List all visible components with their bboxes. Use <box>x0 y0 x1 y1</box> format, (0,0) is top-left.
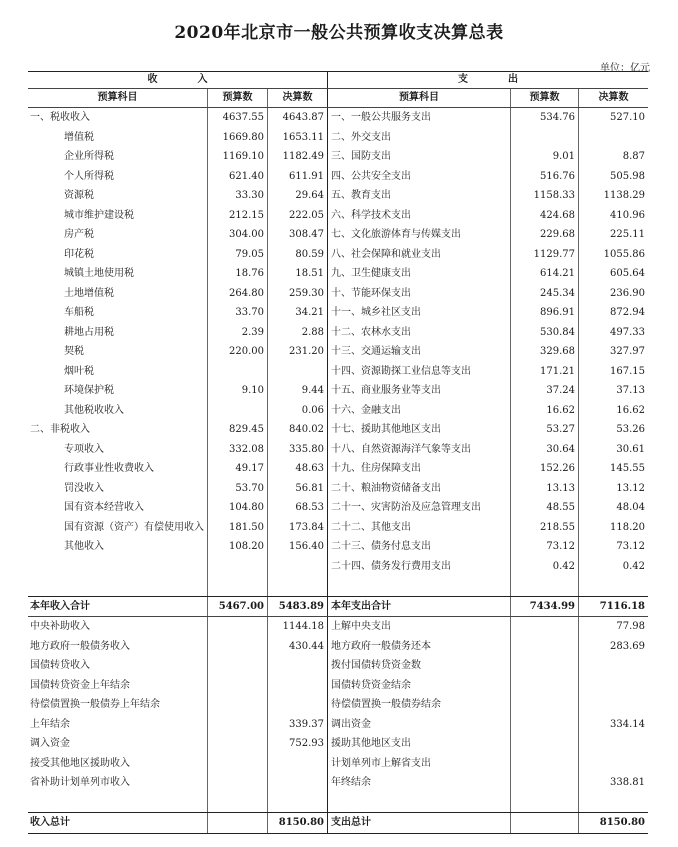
expense-item-final: 225.11 <box>610 229 645 240</box>
expense-item-final: 118.20 <box>610 521 645 533</box>
expense-item-budget: 229.68 <box>511 225 579 245</box>
transfer-income-final <box>268 656 328 676</box>
income-item-name: 资源税 <box>28 186 208 206</box>
income-item-name: 车船税 <box>28 303 208 323</box>
income-item-final: 18.51 <box>268 264 328 284</box>
income-item-name: 个人所得税 <box>28 167 208 187</box>
expense-item-budget: 516.76 <box>511 167 579 187</box>
expense-item-budget: 896.91 <box>511 303 579 323</box>
expense-item-final: 505.98 <box>610 170 645 182</box>
income-item-budget: 1169.10 <box>208 147 268 167</box>
expense-item-name: 十一、城乡社区支出 <box>328 303 511 323</box>
transfer-expense-budget <box>511 637 579 657</box>
expense-item-name: 三、国防支出 <box>328 147 511 167</box>
income-item-name: 房产税 <box>28 225 208 245</box>
main-rows <box>28 108 648 596</box>
transfer-expense-budget <box>511 695 579 715</box>
expense-item-col-header: 预算科目 <box>328 89 511 107</box>
transfer-income-budget <box>208 734 268 754</box>
table-section-header <box>28 72 648 89</box>
transfer-expense-final <box>579 656 648 676</box>
transfer-expense-budget <box>511 676 579 696</box>
income-item-final: 34.21 <box>268 303 328 323</box>
expense-item-name: 二十二、其他支出 <box>328 518 511 538</box>
expense-section-header: 支 出 <box>458 74 518 85</box>
income-item-final <box>268 576 328 596</box>
table-row <box>28 108 648 128</box>
income-item-final: 2.88 <box>268 323 328 343</box>
expense-item-budget: 1158.33 <box>511 186 579 206</box>
unit-label: 单位：亿元 <box>600 63 650 74</box>
income-item-final: 840.02 <box>268 420 328 440</box>
transfer-expense-final: 283.69 <box>610 640 645 652</box>
table-row <box>28 518 648 538</box>
transfer-income-final <box>268 773 328 793</box>
income-item-name: 其他收入 <box>28 537 208 557</box>
income-item-name: 城镇土地使用税 <box>28 264 208 284</box>
table-row <box>28 147 648 167</box>
transfer-expense-final <box>579 793 648 813</box>
income-item-name: 罚没收入 <box>28 479 208 499</box>
transfer-expense-name: 待偿债置换一般债券结余 <box>328 695 511 715</box>
income-item-budget: 181.50 <box>208 518 268 538</box>
transfer-expense-name: 年终结余 <box>328 773 511 793</box>
transfer-income-final: 339.37 <box>268 715 328 735</box>
table-row <box>28 440 648 460</box>
transfer-expense-final <box>579 676 648 696</box>
transfer-row <box>28 695 648 715</box>
transfer-income-name: 省补助计划单列市收入 <box>28 773 208 793</box>
expense-item-final: 410.96 <box>610 209 645 221</box>
expense-item-final <box>579 576 648 596</box>
income-item-final: 48.63 <box>268 459 328 479</box>
transfer-expense-name: 地方政府一般债务还本 <box>328 637 511 657</box>
table-row <box>28 284 648 304</box>
expense-item-name: 十六、金融支出 <box>328 401 511 421</box>
expense-final-col-header: 决算数 <box>598 92 629 103</box>
transfer-income-budget <box>208 617 268 637</box>
table-row <box>28 186 648 206</box>
year-total-row <box>28 596 648 618</box>
expense-item-name: 四、公共安全支出 <box>328 167 511 187</box>
income-year-total-label: 本年收入合计 <box>28 597 208 617</box>
income-item-name: 行政事业性收费收入 <box>28 459 208 479</box>
transfer-expense-budget <box>511 754 579 774</box>
income-item-budget <box>208 557 268 577</box>
table-row <box>28 420 648 440</box>
table-row <box>28 362 648 382</box>
transfer-expense-name: 计划单列市上解省支出 <box>328 754 511 774</box>
income-item-final: 156.40 <box>268 537 328 557</box>
income-item-budget: 4637.55 <box>208 108 268 128</box>
income-item-budget: 829.45 <box>208 420 268 440</box>
transfer-income-final <box>268 695 328 715</box>
transfer-income-budget <box>208 656 268 676</box>
expense-item-budget <box>511 576 579 596</box>
transfer-income-budget <box>208 793 268 813</box>
transfer-row <box>28 617 648 637</box>
table-row <box>28 576 648 596</box>
expense-item-final: 16.62 <box>616 404 645 416</box>
expense-item-final: 30.61 <box>616 443 645 455</box>
transfer-expense-name <box>328 793 511 813</box>
table-row <box>28 303 648 323</box>
income-final-col-header: 决算数 <box>268 89 328 107</box>
transfer-income-name: 待偿债置换一般债券上年结余 <box>28 695 208 715</box>
expense-item-budget: 171.21 <box>511 362 579 382</box>
income-item-name: 城市维护建设税 <box>28 206 208 226</box>
transfer-expense-final <box>579 695 648 715</box>
table-row <box>28 459 648 479</box>
expense-item-name: 一、一般公共服务支出 <box>328 108 511 128</box>
table-row <box>28 401 648 421</box>
income-item-name: 其他税收收入 <box>28 401 208 421</box>
expense-item-final: 37.13 <box>616 385 645 396</box>
expense-grand-total-final: 8150.80 <box>599 817 645 828</box>
transfer-income-final <box>268 676 328 696</box>
transfer-income-budget <box>208 695 268 715</box>
transfer-row <box>28 734 648 754</box>
table-row <box>28 206 648 226</box>
expense-item-budget: 530.84 <box>511 323 579 343</box>
transfer-row <box>28 793 648 813</box>
expense-item-name: 五、教育支出 <box>328 186 511 206</box>
transfer-income-name: 地方政府一般债务收入 <box>28 637 208 657</box>
expense-grand-total-budget <box>511 813 579 833</box>
income-item-col-header: 预算科目 <box>28 89 208 107</box>
expense-budget-col-header: 预算数 <box>511 89 579 107</box>
income-item-name: 耕地占用税 <box>28 323 208 343</box>
expense-item-name: 十八、自然资源海洋气象等支出 <box>328 440 511 460</box>
income-item-final: 4643.87 <box>268 108 328 128</box>
income-grand-total-label: 收入总计 <box>28 813 208 833</box>
income-item-name <box>28 576 208 596</box>
expense-year-total-budget: 7434.99 <box>511 597 579 617</box>
income-item-name: 国有资本经营收入 <box>28 498 208 518</box>
expense-item-budget: 534.76 <box>511 108 579 128</box>
transfer-income-budget <box>208 676 268 696</box>
table-row <box>28 323 648 343</box>
expense-item-name <box>328 576 511 596</box>
income-item-final: 80.59 <box>268 245 328 265</box>
transfer-expense-final <box>579 754 648 774</box>
expense-item-final: 605.64 <box>610 268 645 279</box>
table-row <box>28 264 648 284</box>
transfer-expense-final <box>579 734 648 754</box>
expense-item-budget: 1129.77 <box>511 245 579 265</box>
table-row <box>28 245 648 265</box>
transfer-income-name <box>28 793 208 813</box>
income-item-final: 56.81 <box>268 479 328 499</box>
income-item-final: 1182.49 <box>268 147 328 167</box>
transfer-expense-name: 上解中央支出 <box>328 617 511 637</box>
table-row <box>28 498 648 518</box>
table-row <box>28 557 648 577</box>
income-item-budget <box>208 576 268 596</box>
income-item-budget: 1669.80 <box>208 128 268 148</box>
income-item-budget: 104.80 <box>208 498 268 518</box>
expense-item-name: 十七、援助其他地区支出 <box>328 420 511 440</box>
income-item-name: 二、非税收入 <box>28 420 208 440</box>
expense-item-final: 13.12 <box>616 482 645 494</box>
page-title: 2020年北京市一般公共预算收支决算总表 <box>174 23 504 43</box>
expense-item-final: 1138.29 <box>603 190 645 201</box>
expense-item-name: 十四、资源勘探工业信息等支出 <box>328 362 511 382</box>
income-item-final <box>268 362 328 382</box>
expense-item-name: 十五、商业服务业等支出 <box>328 381 511 401</box>
table-row <box>28 167 648 187</box>
transfer-expense-budget <box>511 617 579 637</box>
expense-item-name: 十、节能环保支出 <box>328 284 511 304</box>
transfer-income-final: 1144.18 <box>268 617 328 637</box>
income-item-name: 烟叶税 <box>28 362 208 382</box>
income-item-final: 308.47 <box>268 225 328 245</box>
table-row <box>28 537 648 557</box>
income-item-budget <box>208 401 268 421</box>
expense-item-final <box>579 128 648 148</box>
transfer-expense-final: 334.14 <box>610 718 645 730</box>
expense-item-name: 八、社会保障和就业支出 <box>328 245 511 265</box>
income-item-budget: 332.08 <box>208 440 268 460</box>
income-item-budget: 33.30 <box>208 186 268 206</box>
expense-item-budget: 0.42 <box>511 557 579 577</box>
expense-item-final: 0.42 <box>622 560 645 572</box>
transfer-expense-name: 调出资金 <box>328 715 511 735</box>
income-year-total-final: 5483.89 <box>268 597 328 617</box>
income-item-name: 印花税 <box>28 245 208 265</box>
grand-total-row <box>28 812 648 833</box>
expense-item-name: 七、文化旅游体育与传媒支出 <box>328 225 511 245</box>
table-row <box>28 225 648 245</box>
transfer-expense-final: 77.98 <box>616 621 645 632</box>
transfer-expense-budget <box>511 773 579 793</box>
table-row <box>28 128 648 148</box>
expense-item-final: 497.33 <box>610 326 645 338</box>
income-item-budget: 18.76 <box>208 264 268 284</box>
transfer-row <box>28 715 648 735</box>
expense-item-budget: 16.62 <box>511 401 579 421</box>
income-item-name: 契税 <box>28 342 208 362</box>
expense-year-total-final: 7116.18 <box>599 600 645 612</box>
income-section-header: 收 入 <box>28 72 328 88</box>
income-item-budget: 9.10 <box>208 381 268 401</box>
expense-item-name: 二十三、债务付息支出 <box>328 537 511 557</box>
expense-item-final: 145.55 <box>610 463 645 474</box>
transfer-row <box>28 773 648 793</box>
expense-item-budget <box>511 128 579 148</box>
income-item-final: 259.30 <box>268 284 328 304</box>
transfer-expense-name: 援助其他地区支出 <box>328 734 511 754</box>
transfer-income-budget <box>208 637 268 657</box>
income-item-final: 68.53 <box>268 498 328 518</box>
expense-item-name: 十九、住房保障支出 <box>328 459 511 479</box>
transfer-rows <box>28 617 648 812</box>
transfer-income-final: 430.44 <box>268 637 328 657</box>
expense-item-final: 236.90 <box>610 287 645 299</box>
expense-item-final: 327.97 <box>610 346 645 357</box>
expense-item-final: 872.94 <box>610 307 645 318</box>
expense-item-name: 六、科学技术支出 <box>328 206 511 226</box>
transfer-income-budget <box>208 773 268 793</box>
income-item-budget: 304.00 <box>208 225 268 245</box>
expense-item-budget: 30.64 <box>511 440 579 460</box>
transfer-row <box>28 676 648 696</box>
income-item-budget: 79.05 <box>208 245 268 265</box>
income-grand-total-final: 8150.80 <box>268 813 328 833</box>
income-item-final: 0.06 <box>268 401 328 421</box>
transfer-income-name: 国债转贷资金上年结余 <box>28 676 208 696</box>
income-item-final: 9.44 <box>268 381 328 401</box>
expense-item-name: 十三、交通运输支出 <box>328 342 511 362</box>
income-item-budget: 53.70 <box>208 479 268 499</box>
income-item-name <box>28 557 208 577</box>
income-item-budget: 2.39 <box>208 323 268 343</box>
expense-item-budget: 37.24 <box>511 381 579 401</box>
expense-item-final: 53.26 <box>616 424 645 435</box>
income-item-budget: 621.40 <box>208 167 268 187</box>
income-item-final: 222.05 <box>268 206 328 226</box>
transfer-expense-name: 拨付国债转贷资金数 <box>328 656 511 676</box>
transfer-income-name: 调入资金 <box>28 734 208 754</box>
transfer-expense-budget <box>511 656 579 676</box>
expense-grand-total-label: 支出总计 <box>328 813 511 833</box>
income-item-budget: 33.70 <box>208 303 268 323</box>
expense-year-total-label: 本年支出合计 <box>328 597 511 617</box>
expense-item-final: 48.04 <box>616 502 645 513</box>
income-item-budget: 264.80 <box>208 284 268 304</box>
income-item-name: 专项收入 <box>28 440 208 460</box>
expense-item-name: 九、卫生健康支出 <box>328 264 511 284</box>
transfer-income-budget <box>208 754 268 774</box>
income-year-total-budget: 5467.00 <box>208 597 268 617</box>
expense-item-budget: 53.27 <box>511 420 579 440</box>
table-column-header <box>28 89 648 108</box>
income-item-final: 231.20 <box>268 342 328 362</box>
expense-item-name: 十二、农林水支出 <box>328 323 511 343</box>
transfer-row <box>28 637 648 657</box>
income-item-budget: 49.17 <box>208 459 268 479</box>
transfer-income-name: 接受其他地区援助收入 <box>28 754 208 774</box>
expense-item-name: 二十四、债务发行费用支出 <box>328 557 511 577</box>
expense-item-budget: 73.12 <box>511 537 579 557</box>
transfer-income-name: 国债转贷收入 <box>28 656 208 676</box>
transfer-row <box>28 656 648 676</box>
expense-item-name: 二、外交支出 <box>328 128 511 148</box>
transfer-income-name: 上年结余 <box>28 715 208 735</box>
table-row <box>28 479 648 499</box>
income-budget-col-header: 预算数 <box>208 89 268 107</box>
income-item-final: 29.64 <box>268 186 328 206</box>
transfer-expense-budget <box>511 793 579 813</box>
income-item-name: 一、税收收入 <box>28 108 208 128</box>
expense-item-name: 二十、粮油物资储备支出 <box>328 479 511 499</box>
income-item-name: 土地增值税 <box>28 284 208 304</box>
transfer-expense-final: 338.81 <box>610 777 645 788</box>
expense-item-name: 二十一、灾害防治及应急管理支出 <box>328 498 511 518</box>
expense-item-budget: 152.26 <box>511 459 579 479</box>
expense-item-budget: 9.01 <box>511 147 579 167</box>
expense-item-budget: 424.68 <box>511 206 579 226</box>
income-grand-total-budget <box>208 813 268 833</box>
expense-item-final: 73.12 <box>616 541 645 552</box>
income-item-final: 335.80 <box>268 440 328 460</box>
income-item-budget <box>208 362 268 382</box>
expense-item-budget: 614.21 <box>511 264 579 284</box>
transfer-income-name: 中央补助收入 <box>28 617 208 637</box>
income-item-final <box>268 557 328 577</box>
transfer-income-final <box>268 754 328 774</box>
income-item-name: 环境保护税 <box>28 381 208 401</box>
expense-item-budget: 48.55 <box>511 498 579 518</box>
transfer-income-final <box>268 793 328 813</box>
income-item-final: 1653.11 <box>268 128 328 148</box>
income-item-name: 增值税 <box>28 128 208 148</box>
transfer-income-budget <box>208 715 268 735</box>
income-item-budget: 220.00 <box>208 342 268 362</box>
transfer-expense-budget <box>511 734 579 754</box>
income-item-final: 173.84 <box>268 518 328 538</box>
income-item-name: 企业所得税 <box>28 147 208 167</box>
transfer-expense-budget <box>511 715 579 735</box>
expense-item-budget: 13.13 <box>511 479 579 499</box>
expense-item-budget: 218.55 <box>511 518 579 538</box>
expense-item-final: 167.15 <box>610 365 645 377</box>
transfer-expense-name: 国债转贷资金结余 <box>328 676 511 696</box>
income-item-final: 611.91 <box>268 167 328 187</box>
income-item-name: 国有资源（资产）有偿使用收入 <box>28 518 208 538</box>
expense-item-final: 8.87 <box>622 151 645 162</box>
income-item-budget: 212.15 <box>208 206 268 226</box>
expense-item-final: 527.10 <box>610 112 645 123</box>
transfer-row <box>28 754 648 774</box>
expense-item-final: 1055.86 <box>603 248 645 260</box>
table-row <box>28 381 648 401</box>
table-row <box>28 342 648 362</box>
transfer-income-final: 752.93 <box>268 734 328 754</box>
expense-item-budget: 329.68 <box>511 342 579 362</box>
expense-item-budget: 245.34 <box>511 284 579 304</box>
budget-table <box>28 71 648 834</box>
income-item-budget: 108.20 <box>208 537 268 557</box>
